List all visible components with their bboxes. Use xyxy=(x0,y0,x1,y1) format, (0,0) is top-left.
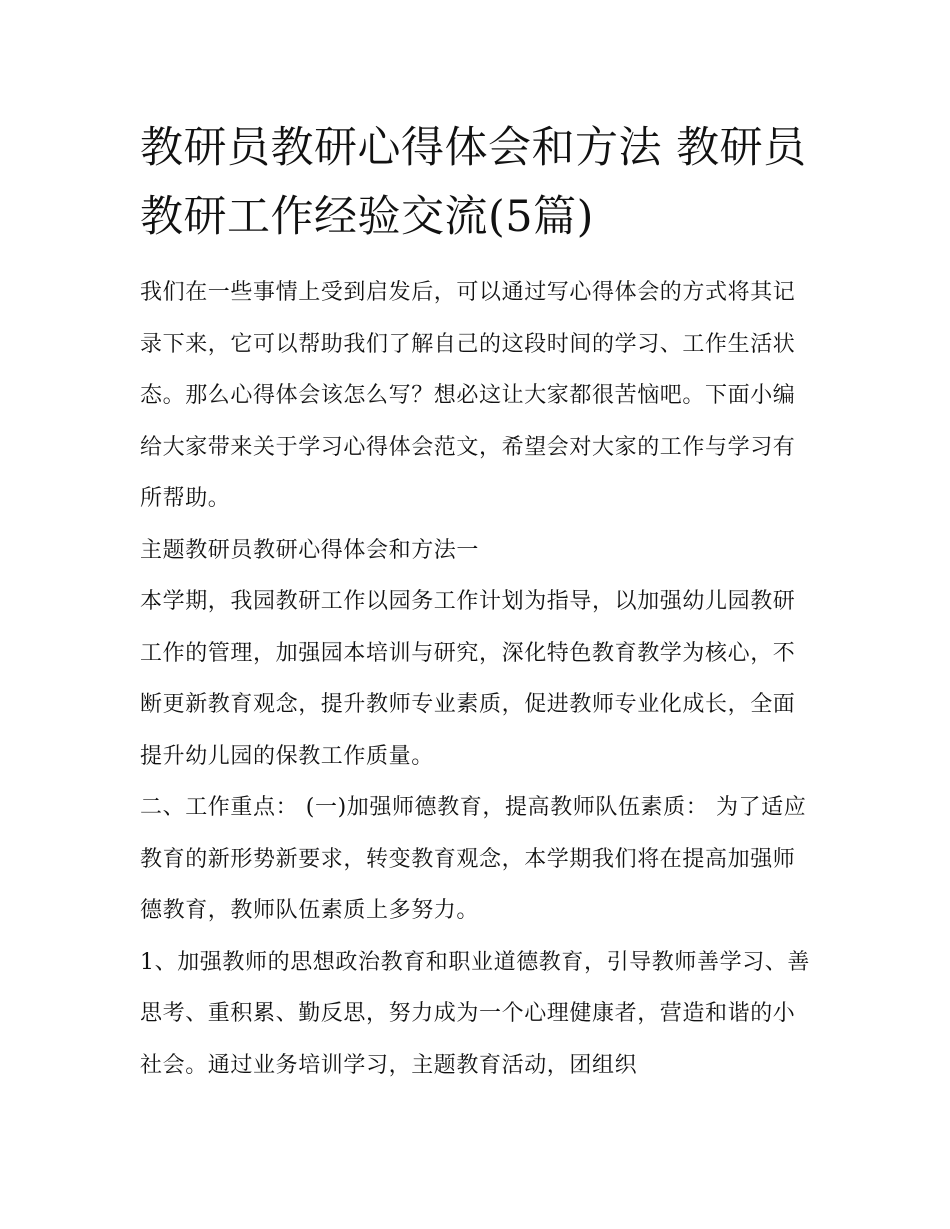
document-page xyxy=(140,114,812,1091)
body-paragraph: 二、工作重点： (一)加强师德教育，提高教师队伍素质： 为了适应教育的新形势新要求，转变教育观念，本学期我们将在提高加强师德教育，教师队伍素质上多努力。 xyxy=(140,795,807,923)
intro-paragraph: 我们在一些事情上受到启发后，可以通过写心得体会的方式将其记录下来，它可以帮助我们了解自己的这段时间的学习、工作生活状态。那么心得体会该怎么写？想必这让大家都很苦恼吧。下面小编给大家带来关于学习心得体会范文，希望会对大家的工作与学习有所帮助。 xyxy=(140,280,796,511)
body-paragraph: 1、加强教师的思想政治教育和职业道德教育，引导教师善学习、善思考、重积累、勤反思，努力成为一个心理健康者，营造和谐的小社会。通过业务培训学习，主题教育活动，团组织 xyxy=(140,949,810,1078)
document-title: 教研员教研心得体会和方法 教研员教研工作经验交流(5篇) xyxy=(140,123,807,242)
section-heading: 主题教研员教研心得体会和方法一 xyxy=(140,537,480,563)
body-paragraph: 本学期，我园教研工作以园务工作计划为指导，以加强幼儿园教研工作的管理，加强园本培训与研究，深化特色教育教学为核心，不断更新教育观念，提升教师专业素质，促进教师专业化成长，全面提升幼儿园的保教工作质量。 xyxy=(140,589,796,769)
document-body xyxy=(140,267,812,1091)
